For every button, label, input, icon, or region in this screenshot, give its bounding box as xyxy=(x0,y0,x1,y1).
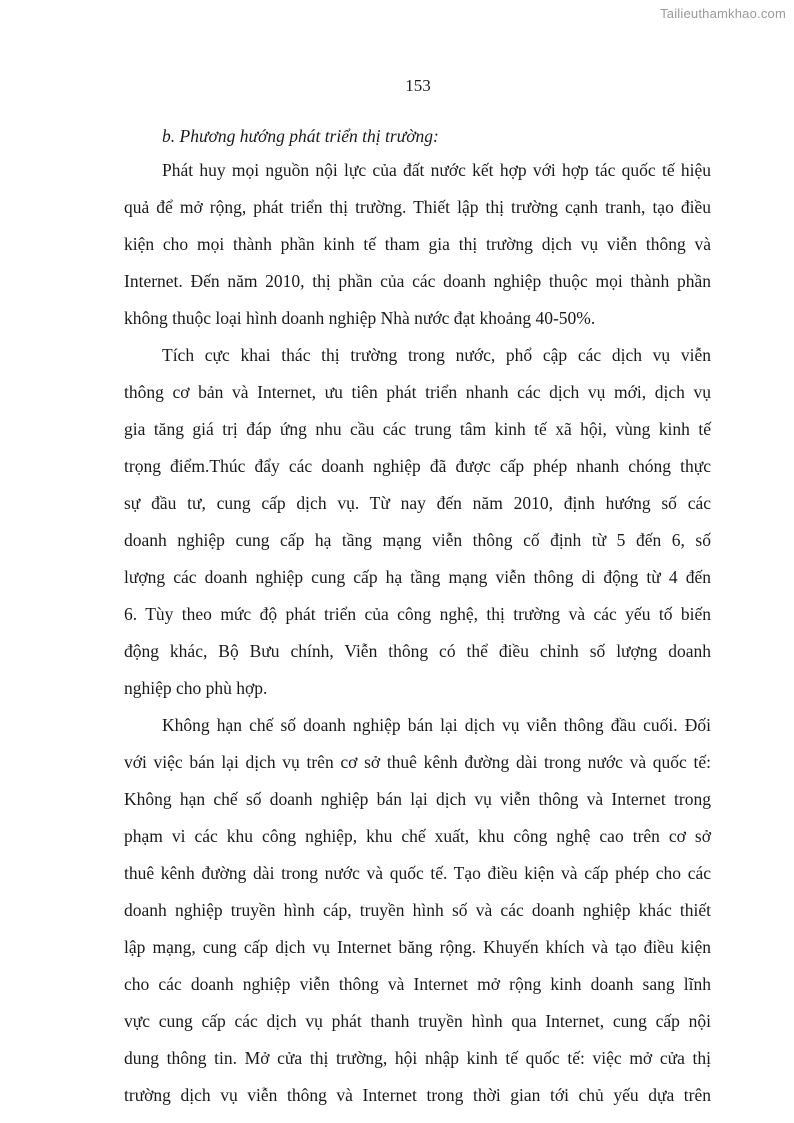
text-line: động khác, Bộ Bưu chính, Viễn thông có thể điều chỉnh số lượng doanh xyxy=(124,641,711,661)
text-line: lượng các doanh nghiệp cung cấp hạ tầng mạng viễn thông di động từ 4 đến xyxy=(124,567,711,587)
text-line: doanh nghiệp cung cấp hạ tầng mạng viễn thông cố định từ 5 đến 6, số xyxy=(124,530,711,550)
watermark: Tailieuthamkhao.com xyxy=(660,6,786,21)
text-line: Không hạn chế số doanh nghiệp bán lại dịch vụ viễn thông và Internet trong xyxy=(124,789,711,809)
text-line: gia tăng giá trị đáp ứng nhu cầu các trung tâm kinh tế xã hội, vùng kinh tế xyxy=(124,419,711,439)
text-line: Internet. Đến năm 2010, thị phần của các doanh nghiệp thuộc mọi thành phần xyxy=(124,271,711,291)
text-line: Không hạn chế số doanh nghiệp bán lại dịch vụ viễn thông đầu cuối. Đối xyxy=(162,715,711,735)
text-line: cho các doanh nghiệp viễn thông và Internet mở rộng kinh doanh sang lĩnh xyxy=(124,974,711,994)
text-line: với việc bán lại dịch vụ trên cơ sở thuê kênh đường dài trong nước và quốc tế: xyxy=(124,752,711,772)
text-line: trọng điểm.Thúc đẩy các doanh nghiệp đã được cấp phép nhanh chóng thực xyxy=(124,456,711,476)
text-line: sự đầu tư, cung cấp dịch vụ. Từ nay đến năm 2010, định hướng số các xyxy=(124,493,711,513)
text-line: Phát huy mọi nguồn nội lực của đất nước kết hợp với hợp tác quốc tế hiệu xyxy=(162,160,711,180)
text-line: nghiệp cho phù hợp. xyxy=(124,678,268,698)
text-line: Tích cực khai thác thị trường trong nước, phổ cập các dịch vụ viễn xyxy=(162,345,711,365)
text-line: 6. Tùy theo mức độ phát triển của công nghệ, thị trường và các yếu tố biến xyxy=(124,604,711,624)
page-number: 153 xyxy=(405,76,431,95)
section-heading: b. Phương hướng phát triển thị trường: xyxy=(162,126,439,146)
text-line: phạm vi các khu công nghiệp, khu chế xuất, khu công nghệ cao trên cơ sở xyxy=(124,826,711,846)
text-line: không thuộc loại hình doanh nghiệp Nhà nước đạt khoảng 40-50%. xyxy=(124,308,596,328)
text-line: quả để mở rộng, phát triển thị trường. Thiết lập thị trường cạnh tranh, tạo điều xyxy=(124,197,711,217)
text-line: lập mạng, cung cấp dịch vụ Internet băng rộng. Khuyến khích và tạo điều kiện xyxy=(124,937,711,957)
text-line: vực cung cấp các dịch vụ phát thanh truyền hình qua Internet, cung cấp nội xyxy=(124,1011,711,1031)
text-line: thông cơ bản và Internet, ưu tiên phát triển nhanh các dịch vụ mới, dịch vụ xyxy=(124,382,711,402)
text-line: kiện cho mọi thành phần kinh tế tham gia thị trường dịch vụ viễn thông và xyxy=(124,234,711,254)
text-line: doanh nghiệp truyền hình cáp, truyền hình số và các doanh nghiệp khác thiết xyxy=(124,900,711,920)
text-line: trường dịch vụ viễn thông và Internet trong thời gian tới chủ yếu dựa trên xyxy=(124,1085,711,1105)
text-line: thuê kênh đường dài trong nước và quốc tế. Tạo điều kiện và cấp phép cho các xyxy=(124,863,711,883)
text-line: dung thông tin. Mở cửa thị trường, hội nhập kinh tế quốc tế: việc mở cửa thị xyxy=(124,1048,711,1068)
